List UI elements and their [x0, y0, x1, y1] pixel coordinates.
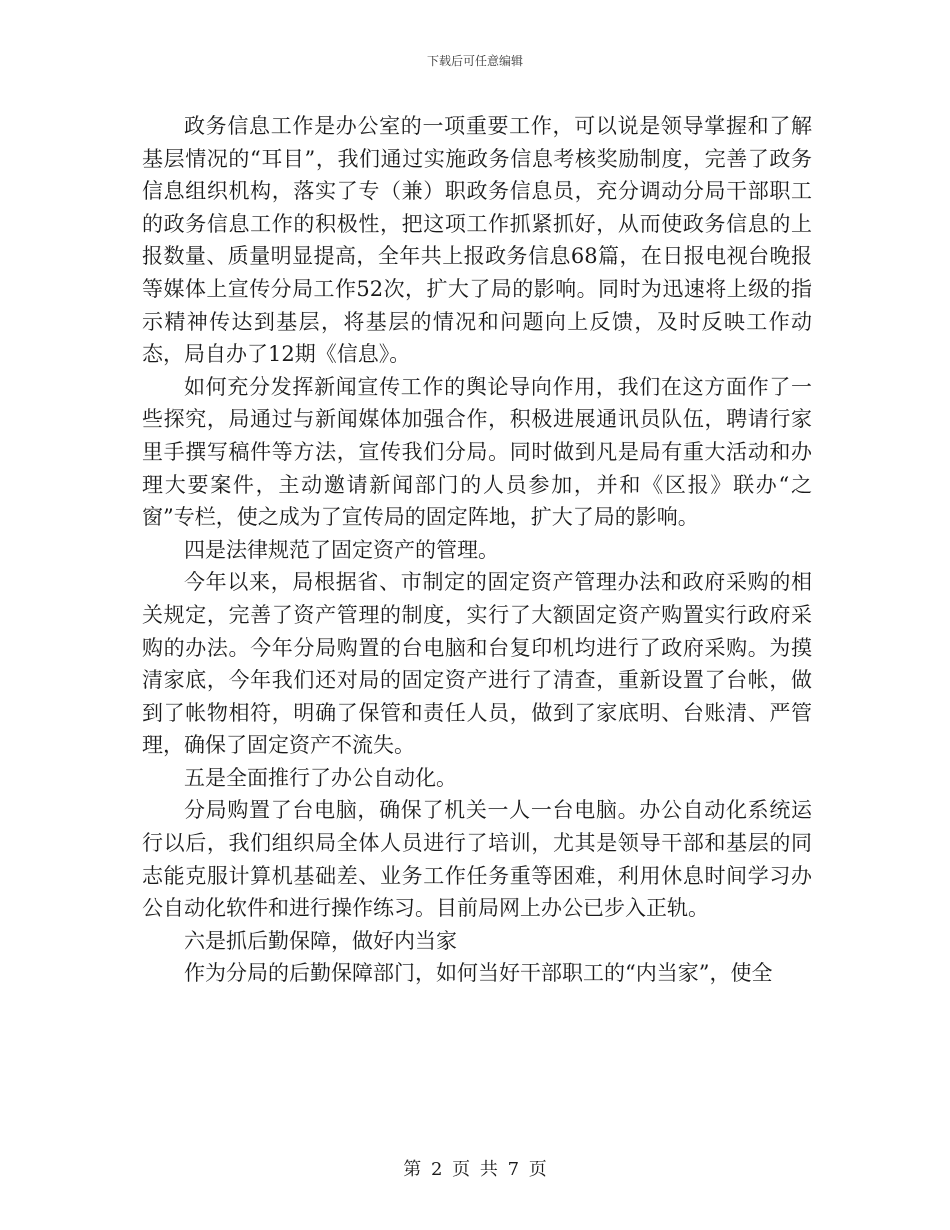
page-header: 下载后可任意编辑 — [426, 54, 523, 68]
paragraph-office-automation: 分局购置了台电脑，确保了机关一人一台电脑。办公自动化系统运行以后，我们组织局全体人员进行了培训，尤其是领导干部和基层的同志能克服计算机基础差、业务工作任务重等困难，利用休息时间学习办公自动化软件和进行操作练习。目前局网上办公已步入正轨。 — [142, 798, 812, 921]
heading-fixed-assets: 四是法律规范了固定资产的管理。 — [184, 537, 499, 562]
page-number: 第 2 页 共 7 页 — [403, 1159, 547, 1180]
paragraph-fixed-assets: 今年以来，局根据省、市制定的固定资产管理办法和政府采购的相关规定，完善了资产管理的制度，实行了大额固定资产购置实行政府采购的办法。今年分局购置的台电脑和台复印机均进行了政府采购。为摸清家底，今年我们还对局的固定资产进行了清查，重新设置了台帐，做到了帐物相符，明确了保管和责任人员，做到了家底明、台账清、严管理，确保了固定资产不流失。 — [142, 570, 812, 758]
heading-logistics: 六是抓后勤保障，做好内当家 — [184, 928, 457, 953]
document-body — [142, 110, 812, 990]
paragraph-news-publicity: 如何充分发挥新闻宣传工作的舆论导向作用，我们在这方面作了一些探究，局通过与新闻媒体加强合作，积极进展通讯员队伍，聘请行家里手撰写稿件等方法，宣传我们分局。同时做到凡是局有重大活动和办理大要案件，主动邀请新闻部门的人员参加，并和《区报》联办“之窗”专栏，使之成为了宣传局的固定阵地，扩大了局的影响。 — [142, 374, 812, 530]
paragraph-logistics: 作为分局的后勤保障部门，如何当好干部职工的“内当家”，使全 — [184, 961, 773, 986]
heading-office-automation: 五是全面推行了办公自动化。 — [184, 765, 457, 790]
paragraph-gov-info: 政务信息工作是办公室的一项重要工作，可以说是领导掌握和了解基层情况的“耳目”，我们通过实施政务信息考核奖励制度，完善了政务信息组织机构，落实了专（兼）职政务信息员，充分调动分局干部职工的政务信息工作的积极性，把这项工作抓紧抓好，从而使政务信息的上报数量、质量明显提高，全年共上报政务信息68篇，在日报电视台晚报等媒体上宣传分局工作52次，扩大了局的影响。同时为迅速将上级的指示精神传达到基层，将基层的情况和问题向上反馈，及时反映工作动态，局自办了12期《信息》。 — [142, 114, 812, 367]
